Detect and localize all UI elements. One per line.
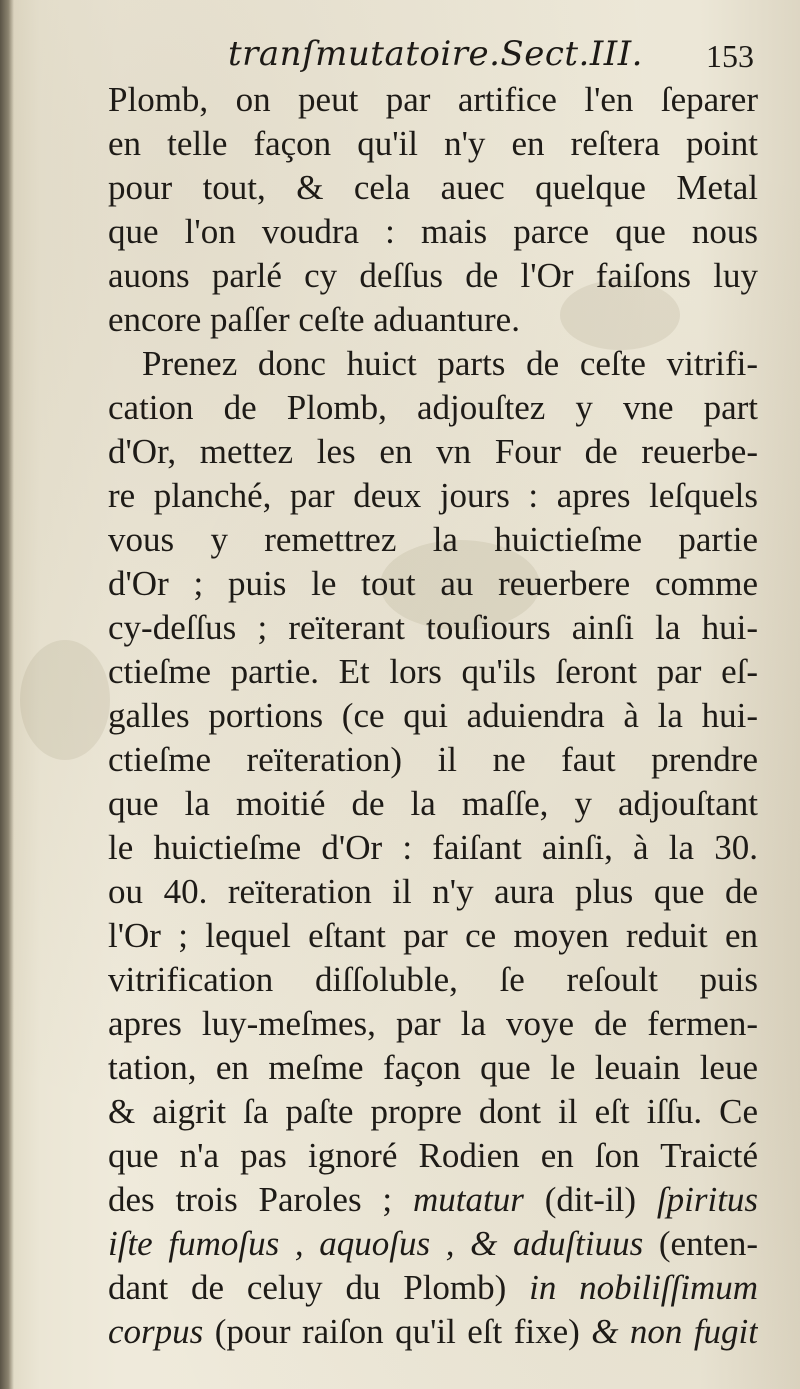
text-span: (dit-il) (544, 1180, 637, 1219)
text-line: d'Or ; puis le tout au reuerbere comme (108, 564, 758, 603)
text-line: l'Or ; lequel eſtant par ce moyen reduit en (108, 916, 758, 955)
text-span: des trois Paroles ; (108, 1180, 393, 1219)
text-line: pour tout, & cela auec quelque Metal (108, 168, 758, 207)
text-line: vous y remettrez la huictieſme partie (108, 520, 758, 559)
text-span: dant de celuy du Plomb) (108, 1268, 507, 1307)
text-line: galles portions (ce qui aduiendra à la hui- (108, 696, 758, 735)
text-line: que n'a pas ignoré Rodien en ſon Traicté (108, 1136, 758, 1175)
latin-text: mutatur (412, 1180, 524, 1219)
text-line (108, 1178, 758, 1222)
text-line: ctieſme partie. Et lors qu'ils ſeront par eſ- (108, 652, 758, 691)
latin-text: & non fugit (591, 1312, 758, 1351)
text-line: Prenez donc huict parts de ceſte vitrifi- (142, 344, 758, 383)
text-line: en telle façon qu'il n'y en reſtera point (108, 124, 758, 163)
text-line: auons parlé cy deſſus de l'Or faiſons luy (108, 256, 758, 295)
latin-text: iſte fumoſus , aquoſus , & aduſtiuus (108, 1224, 644, 1263)
text-line: encore paſſer ceſte aduanture. (108, 300, 520, 339)
text-line: vitrification diſſoluble, ſe reſoult puis (108, 960, 758, 999)
text-span: (pour raiſon qu'il eſt fixe) (214, 1312, 580, 1351)
text-line: que l'on voudra : mais parce que nous (108, 212, 758, 251)
text-line: que la moitié de la maſſe, y adjouſtant (108, 784, 758, 823)
text-span: (enten- (658, 1224, 758, 1263)
text-line: re planché, par deux jours : apres leſquels (108, 476, 758, 515)
latin-text: ſpiritus (656, 1180, 758, 1219)
text-line: ou 40. reïteration il n'y aura plus que de (108, 872, 758, 911)
text-line: cation de Plomb, adjouſtez y vne part (108, 388, 758, 427)
text-line: apres luy-meſmes, par la voye de fermen- (108, 1004, 758, 1043)
text-line: d'Or, mettez les en vn Four de reuerbe- (108, 432, 758, 471)
latin-text: corpus (108, 1312, 204, 1351)
text-line (108, 1310, 758, 1354)
latin-text: in nobiliſſimum (529, 1268, 758, 1307)
text-line (108, 1222, 758, 1266)
text-line: tation, en meſme façon que le leuain leue (108, 1048, 758, 1087)
text-line: le huictieſme d'Or : faiſant ainſi, à la 30. (108, 828, 758, 867)
text-line: ctieſme reïteration) il ne faut prendre (108, 740, 758, 779)
text-line (108, 1266, 758, 1310)
text-line: cy-deſſus ; reïterant touſiours ainſi la hui- (108, 608, 758, 647)
text-line: & aigrit ſa paſte propre dont il eſt iſſu. Ce (108, 1092, 758, 1131)
text-line: Plomb, on peut par artifice l'en ſeparer (108, 80, 758, 119)
page-number: 153 (706, 38, 754, 74)
running-head-title: tranſmutatoire.Sect.III. (228, 34, 643, 74)
